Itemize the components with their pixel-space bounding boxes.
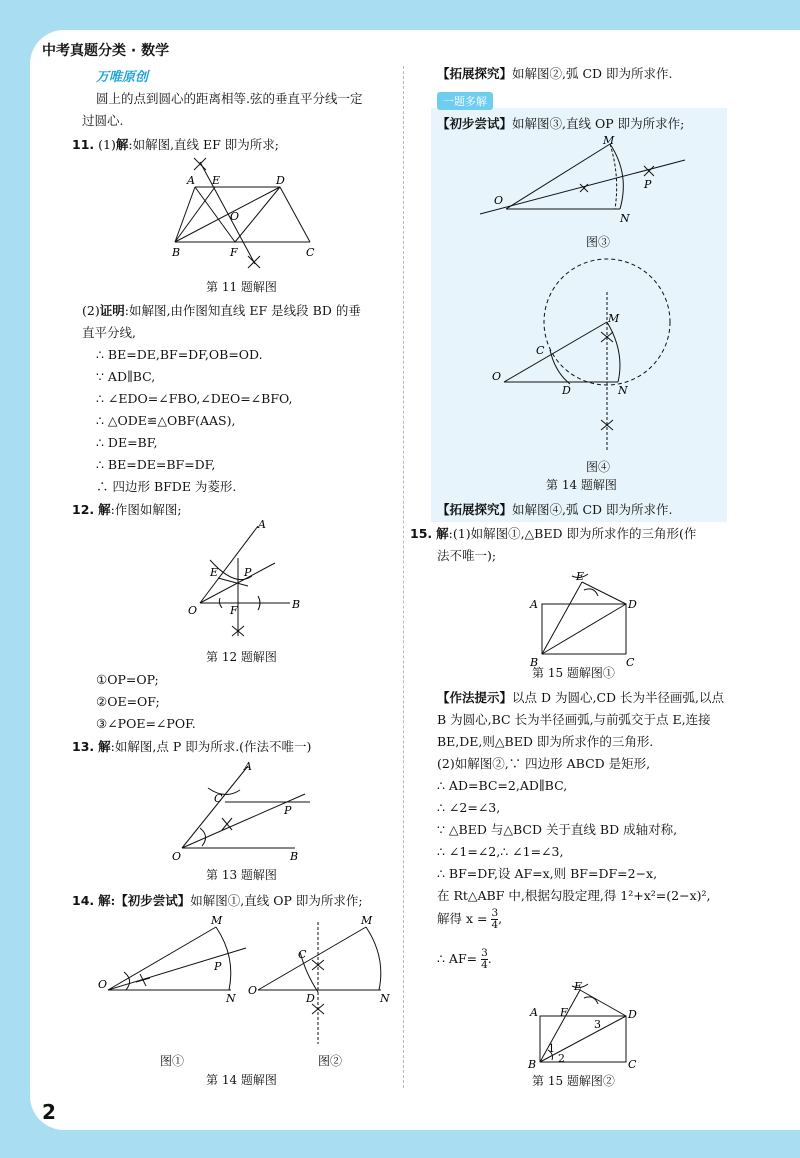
q13-caption: 第 13 题解图 (206, 868, 277, 882)
q12-figure (180, 518, 320, 643)
q11-step-3: ∴ ∠EDO=∠FBO,∠DEO=∠BFO, (96, 391, 293, 406)
q15f1-label-e: E (576, 570, 585, 583)
q11-label-a: A (187, 174, 195, 187)
fig4-label-m: M (608, 312, 620, 325)
q11-part2-b: 直平分线, (82, 325, 136, 340)
first-try-line: 【初步尝试】如解图③,直线 OP 即为所求作; (437, 116, 685, 131)
q12-label-o: O (188, 604, 198, 617)
q14-fig2-caption: 图② (318, 1054, 343, 1068)
q12-answer-2: ②OE=OF; (96, 694, 160, 709)
hint-line-2: B 为圆心,BC 长为半径画弧,与前弧交于点 E,连接 (437, 712, 711, 727)
hint-line-3: BE,DE,则△BED 即为所求作的三角形. (437, 734, 654, 749)
q13-label-b: B (290, 850, 299, 863)
q11-label-o: O (230, 210, 240, 223)
q11-label-d: D (276, 174, 285, 187)
q15f1-label-a: A (530, 598, 538, 611)
column-divider (403, 66, 404, 1088)
q11-label-f: F (230, 246, 238, 259)
q15-fig2-caption: 第 15 题解图② (532, 1074, 615, 1088)
q11-step-7: ∴ 四边形 BFDE 为菱形. (96, 479, 237, 494)
q14-fig2-label-n: N (380, 992, 390, 1005)
q12-label-a: A (258, 518, 266, 531)
q12-answer-3: ③∠POE=∠POF. (96, 716, 196, 731)
q14-figure-1 (96, 912, 246, 1007)
q15f2-label-3: 3 (594, 1018, 601, 1031)
q15-part2-4: ∵ △BED 与△BCD 关于直线 BD 成轴对称, (437, 822, 678, 837)
q11-caption: 第 11 题解图 (206, 280, 277, 294)
fig4-label-o: O (492, 370, 502, 383)
q15f1-label-c: C (626, 656, 635, 669)
q14-fig1-label-o: O (98, 978, 108, 991)
header-title: 中考真题分类 · 数学 (42, 43, 170, 59)
q14-figure-2 (246, 912, 396, 1047)
q14-fig1-caption: 图① (160, 1054, 185, 1068)
q15f1-label-d: D (628, 598, 637, 611)
q13-label-o: O (172, 850, 182, 863)
multi-solution-tag: 一题多解 (437, 92, 493, 110)
original-tag: 万唯原创 (96, 70, 149, 85)
q14-fig2-label-o: O (248, 984, 258, 997)
q13-label-a: A (244, 760, 252, 773)
q15-part2-7: 在 Rt△ABF 中,根据勾股定理,得 1²+x²=(2−x)², (437, 888, 711, 903)
intro-line-2: 过圆心. (82, 113, 124, 128)
q14-fig1-label-m: M (211, 914, 223, 927)
q12-label-f: F (230, 604, 238, 617)
fig3 (470, 134, 700, 229)
q15-part2-6: ∴ BF=DF,设 AF=x,则 BF=DF=2−x, (437, 866, 658, 881)
fig3-caption: 图③ (586, 235, 611, 249)
q11-label-b: B (172, 246, 181, 259)
q12-caption: 第 12 题解图 (206, 650, 277, 664)
q15f2-label-b: B (528, 1058, 537, 1071)
q11-step-2: ∵ AD∥BC, (96, 369, 156, 384)
q15-line-2: 法不唯一); (437, 548, 497, 563)
q15-figure-1 (528, 568, 648, 668)
q13-label-c: C (214, 792, 223, 805)
q15-part2-2: ∴ AD=BC=2,AD∥BC, (437, 778, 568, 793)
q11-label-c: C (306, 246, 315, 259)
q13-line: 13. 解:如解图,点 P 即为所求.(作法不唯一) (72, 739, 312, 754)
extension-explore-2: 【拓展探究】如解图④,弧 CD 即为所求作. (437, 502, 673, 517)
q15f1-label-b: B (530, 656, 539, 669)
intro-line-1: 圆上的点到圆心的距离相等.弦的垂直平分线一定 (96, 91, 363, 106)
page-number: 2 (42, 1100, 56, 1124)
q14-fig2-label-c: C (298, 948, 307, 961)
q11-step-5: ∴ DE=BF, (96, 435, 158, 450)
q11-part2-a: (2)证明:如解图,由作图知直线 EF 是线段 BD 的垂 (82, 303, 361, 318)
q15-fig1-caption: 第 15 题解图① (532, 666, 615, 680)
fig4-label-n: N (618, 384, 628, 397)
fig4-label-c: C (536, 344, 545, 357)
q11-step-6: ∴ BE=DE=BF=DF, (96, 457, 216, 472)
q14-fig2-label-m: M (361, 914, 373, 927)
q14-caption: 第 14 题解图 (206, 1073, 277, 1087)
q11-part1: 11. (1)解:如解图,直线 EF 即为所求; (72, 137, 280, 152)
fig3-label-m: M (603, 134, 615, 147)
q12-label-p: P (244, 566, 252, 579)
q14-line: 14. 解:【初步尝试】如解图①,直线 OP 即为所求作; (72, 893, 363, 908)
q15-line-1: 15. 解:(1)如解图①,△BED 即为所求作的三角形(作 (410, 526, 697, 541)
q11-step-1: ∴ BE=DE,BF=DF,OB=OD. (96, 347, 263, 362)
q15f2-label-2: 2 (558, 1052, 565, 1065)
fig4 (490, 252, 710, 452)
extension-explore-1: 【拓展探究】如解图②,弧 CD 即为所求作. (437, 66, 673, 81)
hint-line-1: 【作法提示】以点 D 为圆心,CD 长为半径画弧,以点 (437, 690, 724, 705)
fig3-label-p: P (644, 178, 652, 191)
q15f2-label-e: E (574, 980, 583, 993)
q15f2-label-1: 1 (548, 1042, 555, 1055)
q11-label-e: E (212, 174, 221, 187)
q11-step-4: ∴ △ODE≌△OBF(AAS), (96, 413, 236, 428)
fig4-label-d: D (562, 384, 571, 397)
q15-solve-x: 解得 x = $\frac{3}{4}$ , (437, 907, 503, 931)
q14-caption-right: 第 14 题解图 (546, 478, 617, 492)
q15-part2-1: (2)如解图②,∵ 四边形 ABCD 是矩形, (437, 756, 651, 771)
q11-figure (160, 152, 330, 272)
fig4-caption: 图④ (586, 460, 611, 474)
fig3-label-o: O (494, 194, 504, 207)
fig3-label-n: N (620, 212, 630, 225)
q13-label-p: P (284, 804, 292, 817)
q15f2-label-f: F (560, 1006, 568, 1019)
q15-part2-5: ∴ ∠1=∠2,∴ ∠1=∠3, (437, 844, 564, 859)
q12-line: 12. 解:作图如解图; (72, 502, 182, 517)
q15f2-label-a: A (530, 1006, 538, 1019)
q14-fig1-label-n: N (226, 992, 236, 1005)
q15-af: ∴ AF= $\frac{3}{4}$ . (437, 947, 492, 971)
q14-fig1-label-p: P (214, 960, 222, 973)
q13-figure (170, 758, 320, 866)
q12-label-e: E (210, 566, 219, 579)
q14-fig2-label-d: D (306, 992, 315, 1005)
q15-part2-3: ∴ ∠2=∠3, (437, 800, 501, 815)
q15f2-label-c: C (628, 1058, 637, 1071)
q12-label-b: B (292, 598, 301, 611)
q15f2-label-d: D (628, 1008, 637, 1021)
q12-answer-1: ①OP=OP; (96, 672, 159, 687)
q15-figure-2 (528, 980, 648, 1072)
